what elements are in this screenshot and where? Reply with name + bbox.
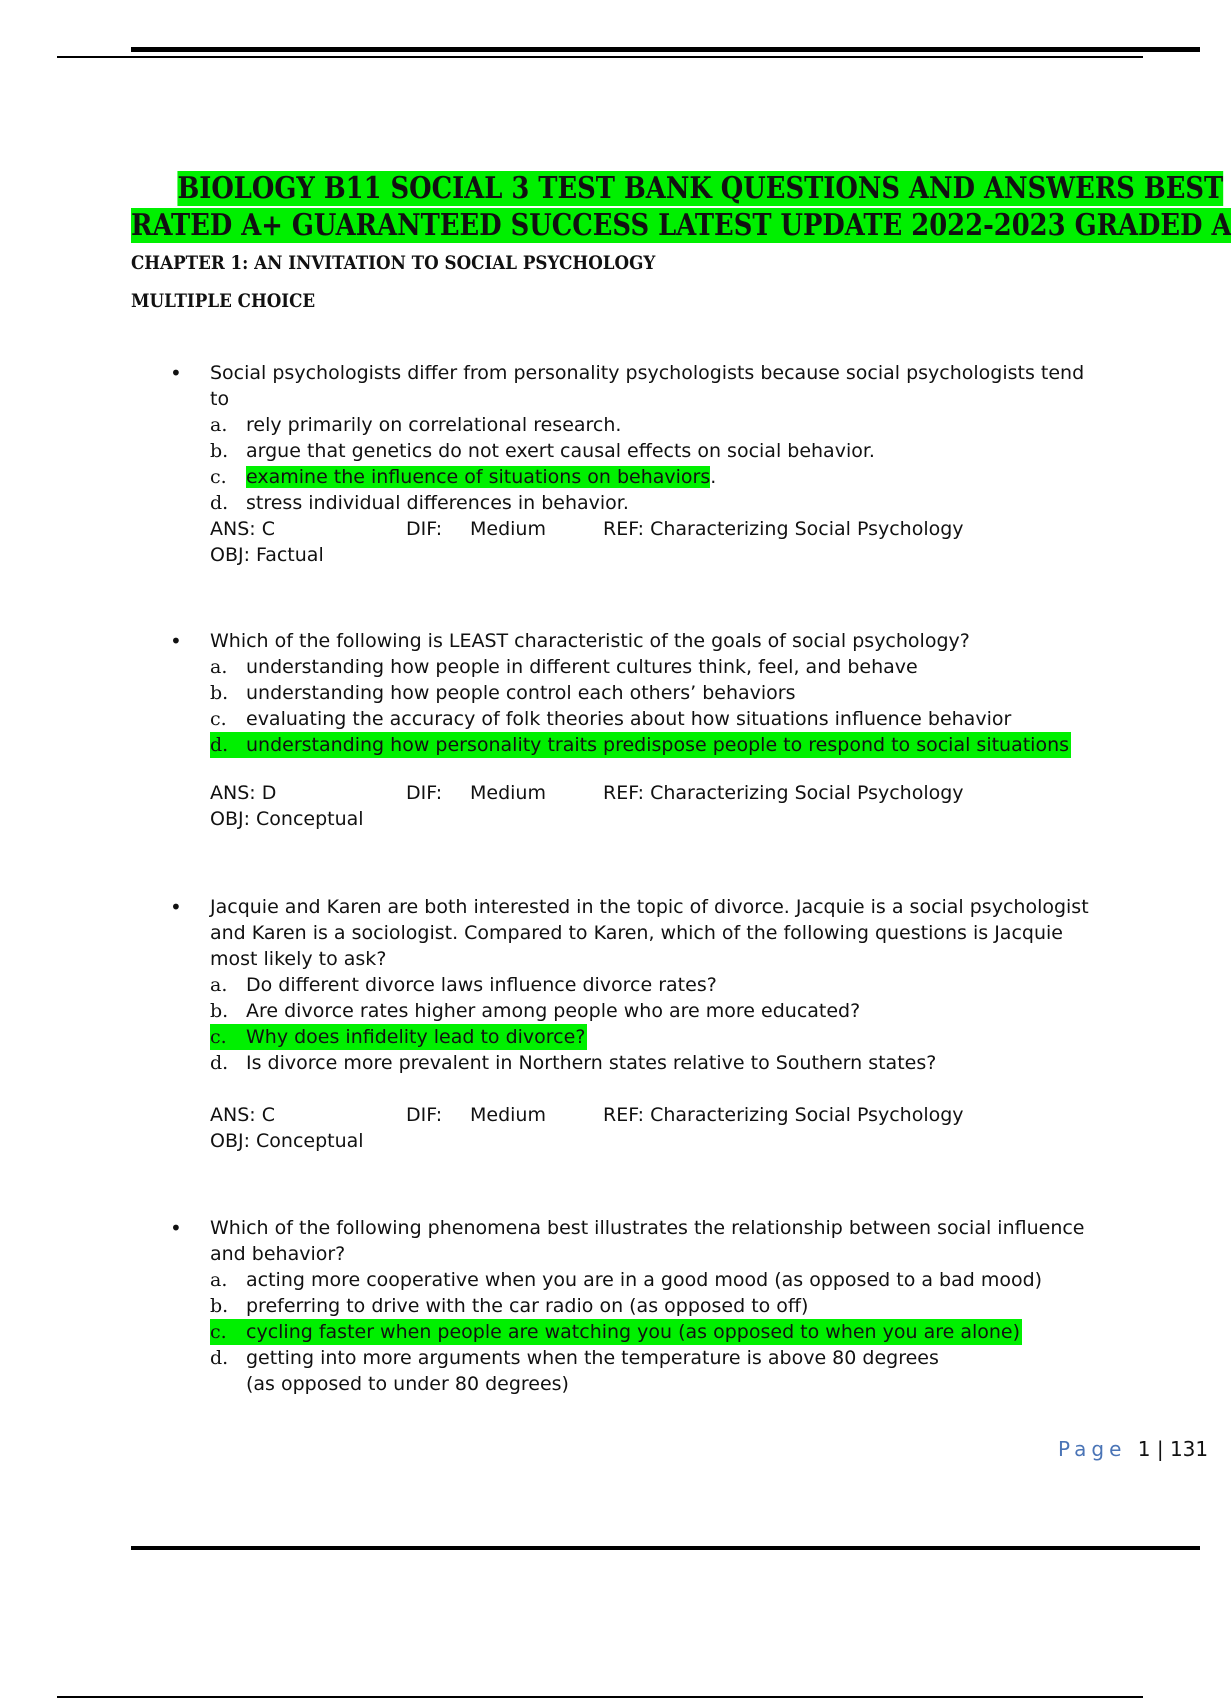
bullet-icon: • — [170, 361, 182, 385]
option-highlight — [210, 1319, 1022, 1345]
option-letter: c. — [210, 1321, 227, 1343]
option-letter: a. — [210, 656, 228, 678]
option-text: understanding how people in different cultures think, feel, and behave — [246, 656, 918, 678]
option-a — [170, 412, 1090, 438]
option-a — [170, 654, 1090, 680]
bullet-icon: • — [170, 629, 182, 653]
option-highlight — [210, 1024, 587, 1050]
option-text: stress individual differences in behavior. — [246, 492, 629, 514]
option-text-highlighted: Why does infidelity lead to divorce? — [246, 1026, 586, 1048]
answer-key: ANS: D — [210, 782, 277, 804]
bullet-icon: • — [170, 1216, 182, 1240]
difficulty-label: DIF: — [406, 518, 443, 540]
option-d — [170, 1345, 946, 1397]
objective: OBJ: Conceptual — [210, 808, 364, 830]
question-text: Jacquie and Karen are both interested in the topic of divorce. Jacquie is a social psychologist and Karen is a sociologist. Compared to Karen, which of the following questions is Jacquie most likely to ask? — [210, 896, 1089, 970]
option-letter: d. — [210, 1347, 229, 1369]
option-a — [170, 972, 1090, 998]
page-count: 1 | 131 — [1137, 1437, 1209, 1461]
footer-rule-top — [131, 1546, 1200, 1550]
option-c — [170, 706, 1090, 732]
question-3 — [170, 894, 1090, 1076]
option-text: argue that genetics do not exert causal effects on social behavior. — [246, 440, 875, 462]
header-rule-bottom — [57, 56, 1143, 58]
footer-rule-bottom — [57, 1696, 1143, 1698]
question-stem — [170, 894, 1090, 972]
document-title — [131, 170, 1231, 244]
option-c-correct — [170, 464, 1090, 490]
difficulty-label: DIF: — [406, 1104, 443, 1126]
option-letter: b. — [210, 682, 229, 704]
option-letter: d. — [210, 734, 229, 756]
option-text: Is divorce more prevalent in Northern states relative to Southern states? — [246, 1052, 937, 1074]
page-number — [1058, 1437, 1208, 1461]
option-letter: b. — [210, 440, 229, 462]
option-letter: a. — [210, 414, 228, 436]
difficulty-value: Medium — [470, 782, 546, 804]
option-b — [170, 438, 1090, 464]
reference: REF: Characterizing Social Psychology — [603, 782, 964, 804]
option-text: Are divorce rates higher among people who are more educated? — [246, 1000, 861, 1022]
option-letter: a. — [210, 1269, 228, 1291]
title-line-2: RATED A+ GUARANTEED SUCCESS LATEST UPDATE 2022-2023 GRADED A — [131, 208, 1231, 243]
question-1 — [170, 360, 1090, 516]
question-4 — [170, 1215, 1090, 1397]
option-letter: d. — [210, 1052, 229, 1074]
option-b — [170, 998, 1090, 1024]
option-text-highlighted: examine the influence of situations on behaviors — [246, 466, 711, 488]
option-c-correct — [210, 1319, 1090, 1345]
reference: REF: Characterizing Social Psychology — [603, 518, 964, 540]
objective: OBJ: Conceptual — [210, 1130, 364, 1152]
option-highlight — [210, 732, 1071, 758]
objective: OBJ: Factual — [210, 544, 324, 566]
header-rule-top — [131, 47, 1200, 52]
question-text: Which of the following is LEAST characteristic of the goals of social psychology? — [210, 630, 970, 652]
option-letter: c. — [210, 708, 227, 730]
option-text: Do different divorce laws influence divorce rates? — [246, 974, 717, 996]
option-text: understanding how people control each others’ behaviors — [246, 682, 796, 704]
option-b — [170, 680, 1090, 706]
question-text: Social psychologists differ from personality psychologists because social psychologists tend to — [210, 362, 1085, 410]
option-d-correct — [210, 732, 1090, 758]
option-letter: b. — [210, 1295, 229, 1317]
bullet-icon: • — [170, 895, 182, 919]
option-c-correct — [210, 1024, 1090, 1050]
question-stem — [170, 1215, 1090, 1267]
option-text: evaluating the accuracy of folk theories about how situations influence behavior — [246, 708, 1012, 730]
question-2 — [170, 628, 1090, 758]
chapter-heading: CHAPTER 1: AN INVITATION TO SOCIAL PSYCHOLOGY — [131, 252, 656, 274]
option-letter: c. — [210, 1026, 227, 1048]
option-letter: d. — [210, 492, 229, 514]
option-letter: b. — [210, 1000, 229, 1022]
question-text: Which of the following phenomena best illustrates the relationship between social influence and behavior? — [210, 1217, 1085, 1265]
option-d — [170, 1050, 1090, 1076]
difficulty-value: Medium — [470, 518, 546, 540]
option-d — [170, 490, 1090, 516]
option-text: rely primarily on correlational research. — [246, 414, 622, 436]
question-stem — [170, 628, 1090, 654]
title-line-1: BIOLOGY B11 SOCIAL 3 TEST BANK QUESTIONS AND ANSWERS BEST — [177, 171, 1224, 206]
option-text: acting more cooperative when you are in a good mood (as opposed to a bad mood) — [246, 1269, 1043, 1291]
option-b — [170, 1293, 1090, 1319]
section-heading: MULTIPLE CHOICE — [131, 290, 316, 312]
option-text-highlighted: cycling faster when people are watching you (as opposed to when you are alone) — [246, 1321, 1021, 1343]
difficulty-label: DIF: — [406, 782, 443, 804]
option-text-highlighted: understanding how personality traits predispose people to respond to social situations — [246, 734, 1070, 756]
reference: REF: Characterizing Social Psychology — [603, 1104, 964, 1126]
option-text: getting into more arguments when the temperature is above 80 degrees (as opposed to under 80 degrees) — [246, 1347, 939, 1395]
option-text: preferring to drive with the car radio on (as opposed to off) — [246, 1295, 809, 1317]
answer-key: ANS: C — [210, 1104, 275, 1126]
option-a — [170, 1267, 1090, 1293]
difficulty-value: Medium — [470, 1104, 546, 1126]
option-letter: a. — [210, 974, 228, 996]
option-letter: c. — [210, 466, 227, 488]
option-text-suffix: . — [710, 466, 717, 488]
answer-key: ANS: C — [210, 518, 275, 540]
page-label: Page — [1058, 1437, 1127, 1461]
question-stem — [170, 360, 1090, 412]
